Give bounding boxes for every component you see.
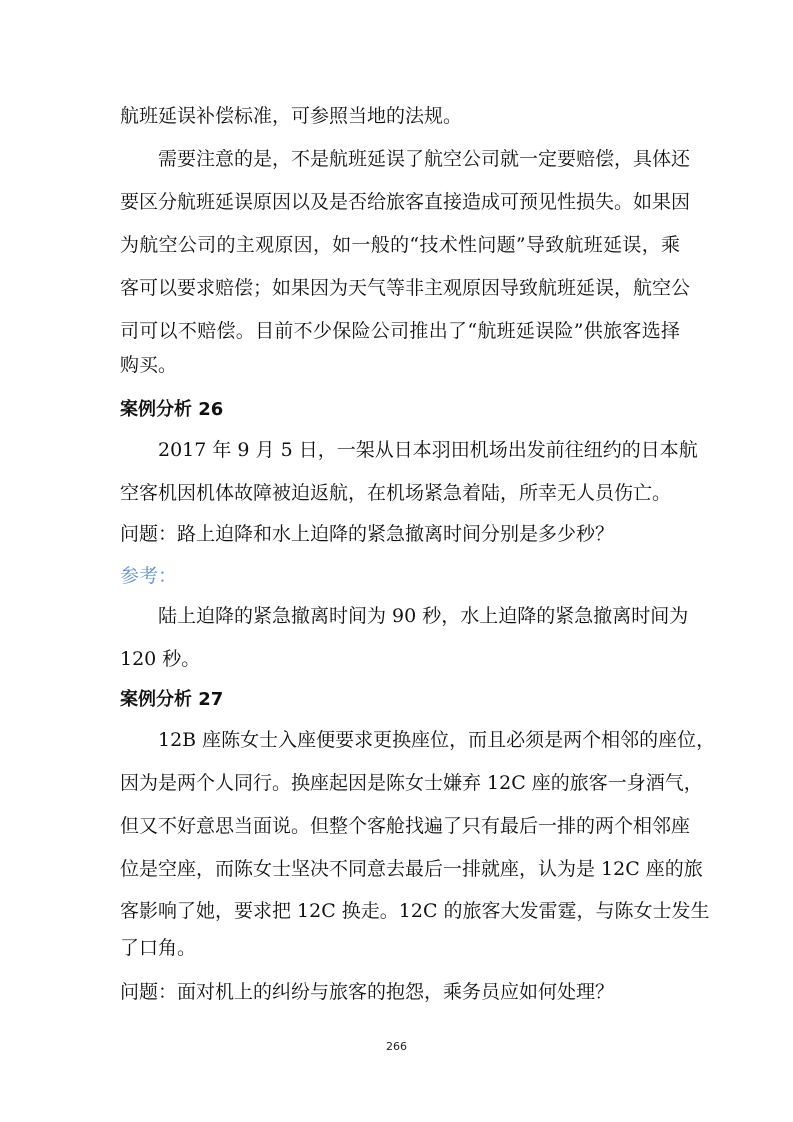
paragraph-line: 了口角。 (120, 937, 197, 959)
reference-label: 参考： (120, 565, 178, 587)
paragraph-line: 客可以要求赔偿；如果因为天气等非主观原因导致航班延误，航空公 (120, 277, 691, 299)
paragraph-line: 要区分航班延误原因以及是否给旅客直接造成可预见性损失。如果因 (120, 191, 691, 213)
paragraph-line: 购买。 (120, 354, 178, 376)
paragraph-line: 航班延误补偿标准，可参照当地的法规。 (120, 105, 463, 127)
paragraph-line: 为航空公司的主观原因，如一般的“技术性问题”导致航班延误，乘 (120, 234, 680, 256)
paragraph-line: 司可以不赔偿。目前不少保险公司推出了“航班延误险”供旅客选择 (120, 320, 680, 342)
question-text: 问题：面对机上的纠纷与旅客的抱怨，乘务员应如何处理？ (120, 981, 615, 1003)
paragraph-line: 位是空座，而陈女士坚决不同意去最后一排就座，认为是 12C 座的旅 (120, 858, 703, 880)
case-heading: 案例分析 26 (120, 399, 224, 420)
answer-line: 陆上迫降的紧急撤离时间为 90 秒，水上迫降的紧急撤离时间为 (158, 605, 689, 627)
paragraph-line: 因为是两个人同行。换座起因是陈女士嫌弃 12C 座的旅客一身酒气， (120, 772, 703, 794)
paragraph-line: 客影响了她，要求把 12C 换走。12C 的旅客大发雷霆，与陈女士发生 (120, 900, 710, 922)
paragraph-line: 空客机因机体故障被迫返航，在机场紧急着陆，所幸无人员伤亡。 (120, 482, 672, 504)
paragraph-line: 12B 座陈女士入座便要求更换座位，而且必须是两个相邻的座位， (158, 729, 716, 751)
answer-line: 120 秒。 (120, 648, 201, 670)
case-heading: 案例分析 27 (120, 689, 224, 710)
paragraph-line: 但又不好意思当面说。但整个客舱找遍了只有最后一排的两个相邻座 (120, 815, 691, 837)
paragraph-line: 需要注意的是，不是航班延误了航空公司就一定要赔偿，具体还 (158, 148, 691, 170)
paragraph-line: 2017 年 9 月 5 日，一架从日本羽田机场出发前往纽约的日本航 (158, 439, 698, 461)
question-text: 问题：路上迫降和水上迫降的紧急撤离时间分别是多少秒？ (120, 523, 615, 545)
page-number: 266 (386, 1040, 407, 1053)
